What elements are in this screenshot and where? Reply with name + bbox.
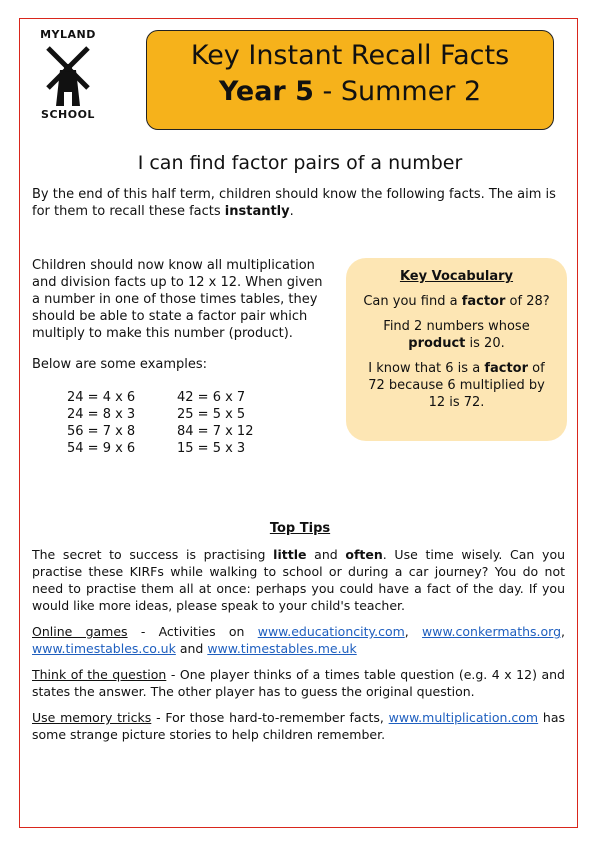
tip-text: - For those hard-to-remember facts, bbox=[151, 710, 389, 725]
logo-top-text: MYLAND bbox=[40, 28, 96, 41]
link-conkermaths[interactable]: www.conkermaths.org bbox=[422, 624, 562, 639]
vocab-title: Key Vocabulary bbox=[399, 269, 514, 284]
page-heading: I can find factor pairs of a number bbox=[137, 152, 463, 174]
vocab-text: of 72 because 6 multiplied by 12 is 72. bbox=[368, 361, 545, 410]
title-banner bbox=[146, 30, 554, 130]
vocab-text: of 28? bbox=[505, 294, 550, 309]
vocab-text: I know that 6 is a bbox=[368, 361, 485, 376]
intro-end: . bbox=[289, 204, 294, 219]
tip-online-games bbox=[32, 623, 565, 657]
examples-grid bbox=[67, 389, 327, 457]
intro-paragraph bbox=[32, 186, 560, 220]
tip-emphasis: little bbox=[273, 547, 307, 562]
tip-memory-tricks bbox=[32, 709, 565, 743]
logo-bottom-text: SCHOOL bbox=[41, 108, 95, 121]
vocab-text: is 20. bbox=[465, 336, 505, 351]
banner-title: Key Instant Recall Facts bbox=[190, 40, 510, 71]
example-item: 42 = 6 x 7 bbox=[177, 390, 246, 405]
banner-subtitle bbox=[147, 73, 553, 111]
vocab-statement-3 bbox=[360, 360, 553, 411]
top-tips-title: Top Tips bbox=[269, 521, 331, 536]
facts-paragraph: Children should now know all multiplication and division facts up to 12 x 12. When given a number in one of those times tables, they should be able to state a factor pair which multiply to make this number (product). bbox=[32, 258, 323, 341]
vocab-term: product bbox=[408, 336, 466, 351]
vocab-text: Can you find a bbox=[363, 294, 462, 309]
banner-year: Year 5 bbox=[218, 76, 314, 107]
tip-think-question bbox=[32, 666, 565, 700]
tip-text: has some strange picture stories to help children remember. bbox=[32, 710, 566, 742]
vocab-question-2 bbox=[360, 318, 553, 352]
tip-emphasis: often bbox=[345, 547, 383, 562]
intro-emphasis: instantly bbox=[224, 204, 290, 219]
windmill-icon bbox=[42, 42, 94, 108]
top-tips-section bbox=[32, 546, 565, 752]
tip-text: The secret to success is practising bbox=[32, 547, 274, 562]
example-item: 25 = 5 x 5 bbox=[177, 407, 246, 422]
tip-text: , bbox=[404, 624, 423, 639]
link-educationcity[interactable]: www.educationcity.com bbox=[257, 624, 405, 639]
tip-text: and bbox=[175, 641, 208, 656]
vocab-text: Find 2 numbers whose bbox=[383, 319, 530, 334]
tip-label: Use memory tricks bbox=[32, 710, 152, 725]
tip-practise bbox=[32, 546, 565, 614]
examples-label: Below are some examples: bbox=[32, 357, 208, 372]
tip-label: Online games bbox=[32, 624, 128, 639]
tip-text: - One player thinks of a times table question (e.g. 4 x 12) and states the answer. The other player has to guess the original question. bbox=[32, 667, 565, 699]
link-timestables-co-uk[interactable]: www.timestables.co.uk bbox=[32, 641, 176, 656]
tip-text: and bbox=[306, 547, 346, 562]
tip-text: , bbox=[561, 624, 565, 639]
example-item: 24 = 8 x 3 bbox=[67, 407, 136, 422]
banner-term: Summer 2 bbox=[340, 76, 482, 107]
link-multiplication[interactable]: www.multiplication.com bbox=[388, 710, 539, 725]
vocab-term: factor bbox=[461, 294, 506, 309]
vocab-question-1 bbox=[360, 293, 553, 310]
example-item: 15 = 5 x 3 bbox=[177, 441, 246, 456]
banner-dash: - bbox=[313, 76, 341, 107]
tip-text: - Activities on bbox=[127, 624, 258, 639]
example-item: 84 = 7 x 12 bbox=[177, 424, 254, 439]
link-timestables-me-uk[interactable]: www.timestables.me.uk bbox=[207, 641, 357, 656]
tip-text: . Use time wisely. Can you practise these KIRFs while walking to school or during a car journey? You do not need to practise them all at once: perhaps you could have a fact of the day. If you would like more ideas, please speak to your child's teacher. bbox=[32, 547, 566, 613]
tip-label: Think of the question bbox=[32, 667, 167, 682]
example-item: 54 = 9 x 6 bbox=[67, 441, 136, 456]
example-item: 24 = 4 x 6 bbox=[67, 390, 136, 405]
key-vocabulary-box bbox=[346, 258, 567, 441]
school-logo bbox=[28, 26, 108, 126]
vocab-term: factor bbox=[484, 361, 529, 376]
example-item: 56 = 7 x 8 bbox=[67, 424, 136, 439]
intro-text: By the end of this half term, children should know the following facts. The aim is for them to recall these facts bbox=[32, 187, 556, 219]
